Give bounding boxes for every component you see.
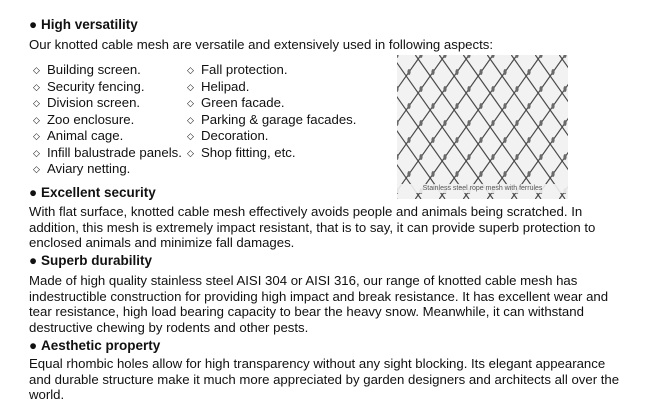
ferrule: [563, 154, 566, 160]
diamond-bullet-icon: ◇: [33, 164, 40, 174]
ferrule: [443, 120, 446, 126]
heading-aesthetic-property: [29, 338, 160, 354]
ferrule: [419, 86, 422, 92]
bullet-icon: ●: [29, 338, 38, 353]
ferrule: [563, 86, 566, 92]
ferrule: [407, 103, 410, 109]
list-item-label: Helipad.: [201, 78, 250, 94]
diamond-bullet-icon: ◇: [187, 81, 194, 92]
list-item-label: Shop fitting, etc.: [201, 144, 296, 160]
heading-text: Aesthetic property: [41, 338, 161, 353]
ferrule: [527, 171, 530, 177]
ferrule: [455, 69, 458, 75]
ferrule: [491, 154, 494, 160]
list-item: [187, 145, 356, 162]
list-item-label: Building screen.: [47, 62, 141, 77]
versatility-intro: Our knotted cable mesh are versatile and extensively used in following aspects:: [29, 37, 494, 52]
ferrule: [503, 69, 506, 75]
list-item: [187, 112, 356, 129]
heading-superb-durability: [29, 253, 152, 269]
ferrule: [527, 69, 530, 75]
ferrule: [551, 69, 554, 75]
list-item: [33, 95, 182, 112]
heading-high-versatility: [29, 17, 138, 33]
ferrule-group: [397, 55, 568, 194]
ferrule: [539, 154, 542, 160]
aesthetic-body: Equal rhombic holes allow for high transparency without any sight blocking. Its elegant appearance and durable structure make it much more appreciated by garden designers and architects all over the world.: [29, 356, 620, 403]
photo-caption: Stainless steel rope mesh with ferrules: [397, 184, 568, 193]
ferrule: [467, 120, 470, 126]
diamond-bullet-icon: ◇: [33, 114, 40, 125]
diamond-bullet-icon: ◇: [187, 98, 194, 108]
ferrule: [539, 120, 542, 126]
list-item-label: Zoo enclosure.: [47, 111, 135, 127]
ferrule: [515, 154, 518, 160]
list-item: [187, 62, 356, 79]
ferrule: [515, 120, 518, 126]
bullet-icon: ●: [29, 17, 38, 32]
ferrule: [491, 86, 494, 92]
diamond-bullet-icon: ◇: [33, 98, 40, 108]
heading-text: Excellent security: [41, 185, 156, 200]
ferrule: [515, 86, 518, 92]
diamond-bullet-icon: ◇: [187, 114, 194, 125]
ferrule: [551, 171, 554, 177]
diamond-bullet-icon: ◇: [187, 147, 194, 158]
heading-text: Superb durability: [41, 253, 153, 268]
ferrule: [455, 137, 458, 143]
ferrule: [503, 103, 506, 109]
bullet-icon: ●: [29, 185, 38, 200]
list-item-label: Parking & garage facades.: [201, 111, 357, 127]
bullet-icon: ●: [29, 253, 38, 268]
ferrule: [527, 137, 530, 143]
list-item-label: Animal cage.: [47, 128, 124, 143]
mesh-cables: [397, 55, 568, 199]
ferrule: [431, 137, 434, 143]
ferrule: [503, 171, 506, 177]
diamond-bullet-icon: ◇: [187, 131, 194, 141]
cable-mesh-image: [397, 55, 568, 199]
ferrule: [551, 103, 554, 109]
ferrule: [551, 137, 554, 143]
list-item-label: Aviary netting.: [47, 161, 131, 176]
ferrule: [407, 137, 410, 143]
ferrule: [419, 120, 422, 126]
ferrule: [407, 69, 410, 75]
ferrule: [467, 86, 470, 92]
ferrule: [503, 137, 506, 143]
list-item-label: Division screen.: [47, 95, 141, 110]
list-item: [187, 79, 356, 96]
ferrule: [397, 55, 399, 58]
diamond-bullet-icon: ◇: [187, 65, 194, 75]
diamond-bullet-icon: ◇: [33, 147, 40, 158]
list-item: [33, 128, 182, 145]
list-item-label: Green facade.: [201, 95, 285, 110]
diamond-bullet-icon: ◇: [33, 81, 40, 92]
ferrule: [407, 171, 410, 177]
security-body: With flat surface, knotted cable mesh effectively avoids people and animals being scratched. In addition, this mesh is extremely impact resistant, that is to say, it can provide superb protection to enclosed animals and minimize fall damages.: [29, 204, 596, 251]
uses-list-left: [33, 62, 182, 178]
ferrule: [443, 86, 446, 92]
cable-mesh-photo: [397, 55, 568, 199]
ferrule: [479, 69, 482, 75]
ferrule: [479, 103, 482, 109]
diamond-bullet-icon: ◇: [33, 131, 40, 141]
heading-excellent-security: [29, 185, 156, 201]
ferrule: [431, 171, 434, 177]
list-item: [33, 79, 182, 96]
list-item: [187, 128, 356, 145]
ferrule: [527, 103, 530, 109]
list-item-label: Fall protection.: [201, 62, 288, 77]
list-item-label: Security fencing.: [47, 78, 145, 94]
ferrule: [563, 120, 566, 126]
list-item: [33, 145, 182, 162]
list-item: [187, 95, 356, 112]
ferrule: [479, 137, 482, 143]
list-item: [33, 161, 182, 178]
list-item-label: Infill balustrade panels.: [47, 144, 182, 160]
ferrule: [455, 171, 458, 177]
ferrule: [479, 171, 482, 177]
ferrule: [431, 69, 434, 75]
diamond-bullet-icon: ◇: [33, 65, 40, 75]
ferrule: [539, 86, 542, 92]
durability-body: Made of high quality stainless steel AISI 304 or AISI 316, our range of knotted cable mesh has indestructible construction for providing high impact and break resistance. It has excellent wear and tear resistance, high load bearing capacity to bear the heavy snow. Meanwhile, it can withstand destructive chewing by rodents and other pests.: [29, 273, 609, 335]
ferrule: [443, 154, 446, 160]
list-item: [33, 62, 182, 79]
ferrule: [467, 154, 470, 160]
heading-text: High versatility: [41, 17, 138, 32]
ferrule: [431, 103, 434, 109]
list-item-label: Decoration.: [201, 128, 269, 143]
list-item: [33, 112, 182, 129]
ferrule: [455, 103, 458, 109]
uses-list-right: [187, 62, 356, 161]
ferrule: [491, 120, 494, 126]
ferrule: [419, 154, 422, 160]
